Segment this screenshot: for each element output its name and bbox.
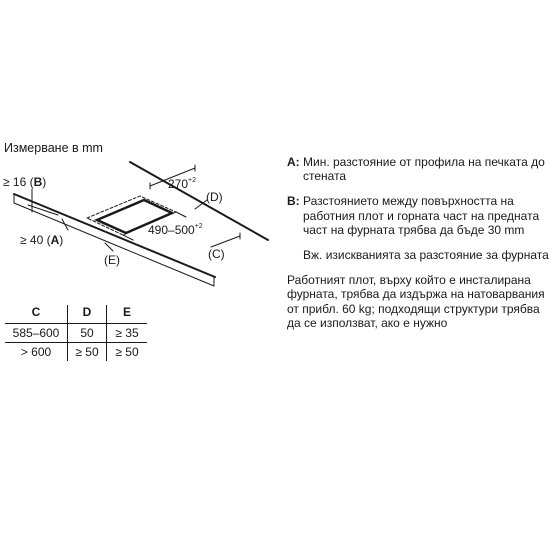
label-270: $270^{+2}$ <box>168 177 197 191</box>
note-a-key: A: <box>287 155 300 169</box>
table-cell: > 600 <box>5 343 68 362</box>
label-b-distance: ≥ 16 (B) <box>3 175 47 189</box>
header-e: E <box>107 305 148 324</box>
header-c: C <box>31 305 41 319</box>
label-490-500: $490-500^{+2}$ <box>148 223 203 237</box>
notes-panel <box>287 155 552 330</box>
note-b-text: Разстоянието между повърхността на работния плот и горната част на предната част на фурната трябва да бъде 30 mm <box>303 194 540 237</box>
label-e: (E) <box>104 253 120 267</box>
note-a-text: Мин. разстояние от профила на печката до стената <box>303 155 545 184</box>
table-cell: 585–600 <box>12 326 60 340</box>
note-a <box>287 155 552 183</box>
note-b-extra: Вж. изискванията за разстояние за фурната <box>303 248 549 263</box>
note-b-key: B: <box>287 194 300 209</box>
label-d: (D) <box>206 190 223 204</box>
table-row <box>5 324 147 343</box>
label-c: (C) <box>208 247 225 261</box>
table-cell: ≥ 35 <box>107 324 148 343</box>
table-cell: ≥ 50 <box>68 343 107 362</box>
note-general: Работният плот, върху който е инсталирана фурната, трябва да издържа на натоварвания от прибл. 60 kg; подходящи структури трябва да се използват, ако е нужно <box>287 273 545 330</box>
measurement-caption: Измерване в mm <box>4 141 103 155</box>
header-d: D <box>68 305 107 324</box>
table-cell: ≥ 50 <box>107 343 148 362</box>
dimension-table <box>5 305 147 361</box>
table-cell: 50 <box>68 324 107 343</box>
table-row <box>5 343 147 362</box>
label-a-distance: ≥ 40 (A) <box>20 233 64 247</box>
note-b <box>287 194 552 237</box>
